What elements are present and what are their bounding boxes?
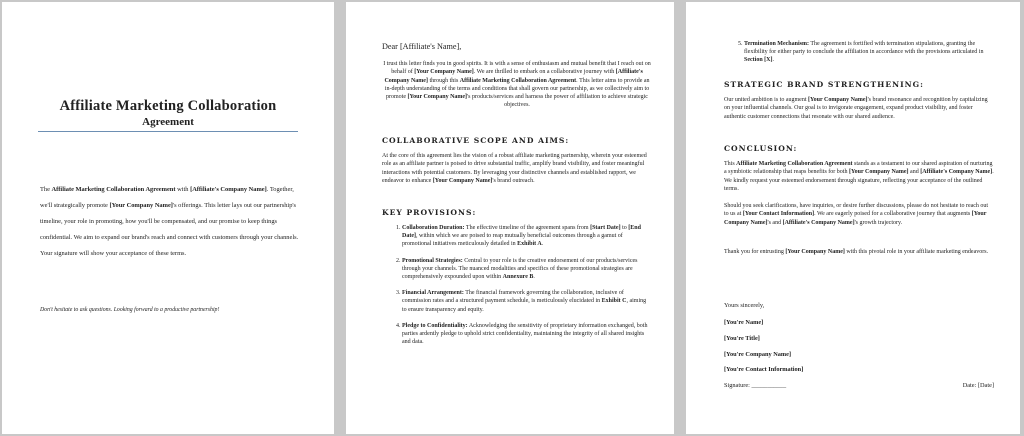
list-item: 5. Termination Mechanism: The agreement is fortified with termination stipulations, granting the flexibility for either party to conclude the affiliation in accordance with the provisions articulated in Section [X]. [744,40,994,65]
scope-paragraph: At the core of this agreement lies the vision of a robust affiliate marketing partnership, wherein your esteemed role as an affiliate partner is poised to drive substantial traffic, amplify brand visibility, and foster meaningful interactions with potential customers. By leveraging your distinctive channels and established rapport, we endeavor to enhance [Your Company Name]'s brand outreach. [382,153,647,184]
page-1 [2,2,334,434]
page-2 [346,2,674,434]
page-3 [686,2,1020,434]
provisions-list-continued [724,40,994,65]
list-item: 4. Pledge to Confidentiality: Acknowledging the sensitivity of proprietary information exchanged, both parties ardently pledge to uphold strict confidentiality, maintaining the integrity of all shared insights and data. [402,322,652,347]
signature-field: Signature: ___________ [724,382,787,389]
list-item: 1. Collaboration Duration: The effective timeline of the agreement spans from [Start Date] to [End Date], within which we are poised to reap mutually beneficial outcomes through a gamut of promotional initiatives meticulously detailed in Exhibit A. [402,224,652,249]
conclusion-paragraph: This Affiliate Marketing Collaboration Agreement stands as a testament to our shared aspiration of nurturing a symbiotic relationship that reaps benefits for both [Your Company Name] and [Affiliate's Company Name]. We kindly request your esteemed endorsement through signature, reflecting your acceptance of the outlined terms. [724,161,994,192]
conclusion-heading: CONCLUSION: [724,144,798,153]
thanks-paragraph: Thank you for entrusting [Your Company Name] with this pivotal role in your affiliate marketing endeavors. [724,249,989,255]
cover-footer-note: Don't hesitate to ask questions. Looking forward to a productive partnership! [40,307,220,313]
list-item: 2. Promotional Strategies: Central to your role is the creative endorsement of our products/services through your channels. The nuanced modalities and specifics of these promotional strategies are comprehensively expounded upon within Annexure B. [402,257,652,282]
document-subtitle: Agreement [142,116,194,128]
sender-contact: [You're Contact Information] [724,366,804,373]
date-field: Date: [Date] [962,382,994,389]
intro-paragraph: I trust this letter finds you in good spirits. It is with a sense of enthusiasm and mutual benefit that I reach out on behalf of [Your Company Name]. We are thrilled to embark on a collaborative journey with [Affiliate's Company Name] through this Affiliate Marketing Collaboration Agreement. This letter aims to provide an in-depth understanding of the terms and conditions that shall govern our partnership, as we collectively aim to promote [Your Company Name]'s products/services and harness the power of affiliation to achieve strategic objectives. [383,61,651,109]
salutation: Dear [Affiliate's Name], [382,42,462,51]
closing-line: Yours sincerely, [724,302,765,309]
scope-heading: COLLABORATIVE SCOPE AND AIMS: [382,136,570,145]
document-title: Affiliate Marketing Collaboration [59,98,277,114]
title-divider [38,131,298,132]
questions-paragraph: Should you seek clarifications, have inquiries, or desire further discussions, please do not hesitate to reach out to us at [Your Contact Information]. We are eagerly poised for a collaborative journey that augments [Your Company Name]'s and [Affiliate's Company Name]'s growth trajectory. [724,203,989,226]
sender-company: [You're Company Name] [724,351,792,358]
provisions-heading: KEY PROVISIONS: [382,208,477,217]
list-item: 3. Financial Arrangement: The financial framework governing the collaboration, inclusive of commission rates and a structured payment schedule, is meticulously elucidated in Exhibit C, aiming to ensure transparency and equity. [402,289,652,314]
provisions-list [382,224,652,346]
sender-name: [You're Name] [724,319,764,326]
brand-paragraph: Our united ambition is to augment [Your Company Name]'s brand resonance and recognition by capitalizing on your influential channels. Our goal is to invigorate engagement, expand product visibility, and foster authentic customer connections that resonate with our shared audience. [724,97,988,120]
brand-heading: STRATEGIC BRAND STRENGTHENING: [724,80,924,89]
sender-title: [You're Title] [724,335,760,342]
signature-date-row [724,382,994,389]
cover-summary: The Affiliate Marketing Collaboration Agreement with [Affiliate's Company Name]. Together, we'll strategically promote [Your Company Name]'s offerings. This letter lays out our partnership's timeline, your role in promoting, how you'll be compensated, and our promise to keep things confidential. We aim to expand our brand's reach and connect with customers through your channels. Your signature will show your acceptance of these terms. [40,186,299,257]
